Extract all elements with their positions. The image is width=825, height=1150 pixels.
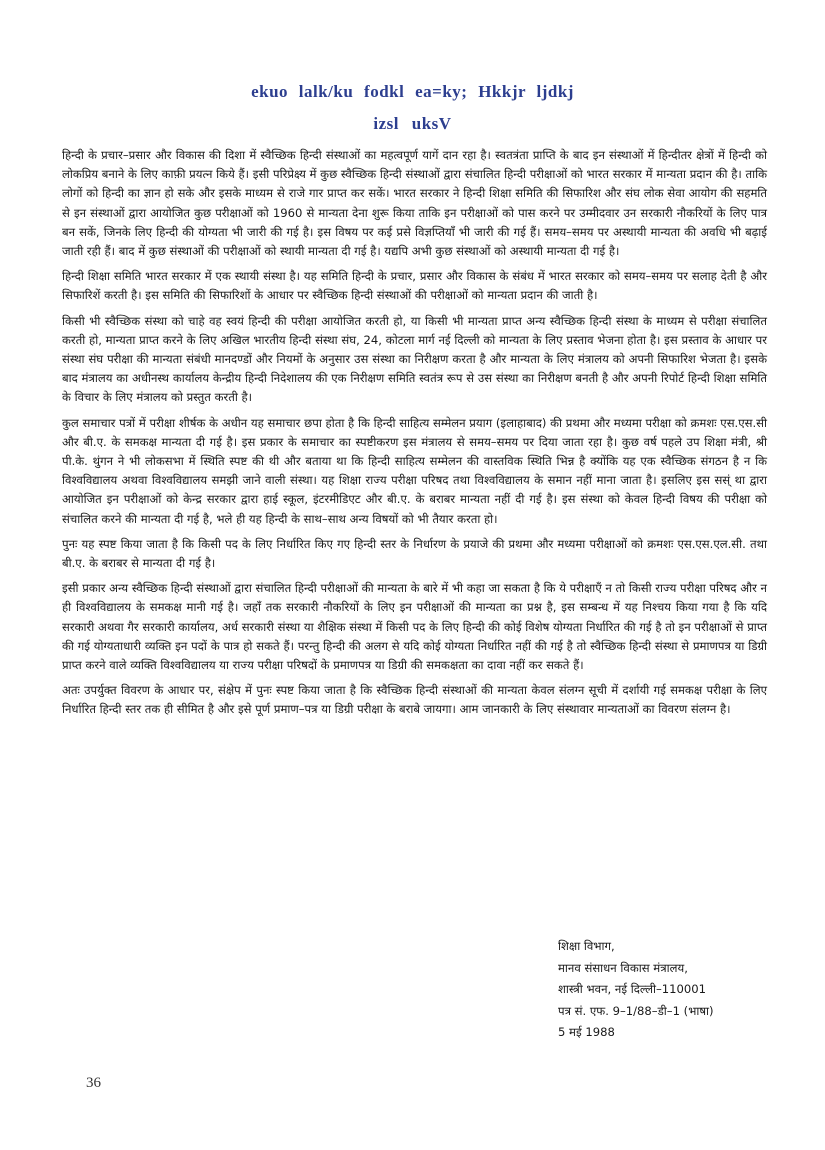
paragraph: पुनः यह स्पष्ट किया जाता है कि किसी पद के लिए निर्धारित किए गए हिन्दी स्तर के निर्धारण के प्रयाजे की प्रथमा और मध्यमा परीक्षाओं को क्रमशः एस.एस.एल.सी. तथा बी.ए. के बराबर से मान्यता दी गई है। — [62, 536, 767, 571]
paragraph: हिन्दी के प्रचार–प्रसार और विकास की दिशा में स्वैच्छिक हिन्दी संस्थाओं का महत्वपूर्ण यागें दान रहा है। स्वतत्रंता प्राप्ति के बाद इन संस्थाओं में हिन्दीतर क्षेत्रों में हिन्दी को लोकप्रिय बनाने के लिए काफ़ी प्रयत्न किये हैं। इसी परिप्रेक्ष्य में कुछ स्वैच्छिक हिन्दी संस्थाओं द्वारा संचालित हिन्दी परीक्षाओं को भारत सरकार में मान्यता प्रदान की है। ताकि लोगों को हिन्दी का ज्ञान हो सके और इसके माध्यम से राजे गार प्राप्त कर सकें। भारत सरकार ने हिन्दी शिक्षा समिति की सिफारिश और संघ लोक सेवा आयोग की सहमति से इन संस्थाओं द्वारा आयोजित कुछ परीक्षाओं को 1960 से मान्यता देना शुरू किया ताकि इन परीक्षाओं को पास करने पर उम्मीदवार उन सरकारी नौकरियों के लिए पात्र बन सकें, जिनके लिए हिन्दी की योग्यता भी जारी की गई है। इस विषय पर कई प्रसे विज्ञप्तियाँ भी जारी की गई हैं। समय–समय पर अस्थायी मान्यता की अवधि भी बढ़ाई जाती रही हैं। बाद में कुछ संस्थाओं की परीक्षाओं को स्थायी मान्यता दी गई है। यद्यपि अभी कुछ संस्थाओं को अस्थायी मान्यता दी गई है। — [62, 148, 767, 259]
signature-reference-number: पत्र सं. एफ. 9–1/88–डी–1 (भाषा) — [558, 1003, 714, 1018]
paragraph: किसी भी स्वैच्छिक संस्था को चाहे वह स्वयं हिन्दी की परीक्षा आयोजित करती हो, या किसी भी मान्यता प्राप्त अन्य स्वैच्छिक हिन्दी संस्था के माध्यम से परीक्षा संचालित करती हो, मान्यता प्राप्त करने के लिए अखिल भारतीय हिन्दी संस्था संघ, 24, कोटला मार्ग नई दिल्ली को मान्यता के लिए प्रस्ताव भेजना होता है। इस प्रस्ताव के आधार पर संस्था संघ परीक्षा की मान्यता संबंधी मानदण्डों और नियमों के अनुसार उस संस्था का निरीक्षण करता है और मान्यता के लिए मंत्रालय को अपनी सिफारिश भेजता है। इसके बाद मंत्रालय का अधीनस्थ कार्यालय केन्द्रीय हिन्दी निदेशालय की एक निरीक्षण समिति स्वतंत्र रूप से उस संस्था का निरीक्षण बनती है और अपनी रिपोर्ट हिन्दी शिक्षा समिति के विचार के लिए मंत्रालय को प्रस्तुत करती है। — [62, 313, 767, 405]
paragraph: अतः उपर्युक्त विवरण के आधार पर, संक्षेप में पुनः स्पष्ट किया जाता है कि स्वैच्छिक हिन्दी संस्थाओं की मान्यता केवल संलग्न सूची में दर्शायी गई समकक्ष परीक्षा के लिए निर्धारित हिन्दी स्तर तक ही सीमित है और इसे पूर्ण प्रमाण–पत्र या डिग्री परीक्षा के बराबे जायगा। आम जानकारी के लिए संस्थावार मान्यताओं का विवरण संलग्न है। — [62, 683, 767, 717]
paragraph: इसी प्रकार अन्य स्वैच्छिक हिन्दी संस्थाओं द्वारा संचालित हिन्दी परीक्षाओं की मान्यता के बारे में भी कहा जा सकता है कि ये परीक्षाएँ न तो किसी राज्य परीक्षा परिषद और न ही विश्वविद्यालय के समकक्ष मानी गई है। जहाँ तक सरकारी नौकरियों के लिए इन परीक्षाओं की मान्यता का प्रश्न है, इस सम्बन्ध में यह निश्चय किया गया है कि यदि सरकारी अथवा गैर सरकारी कार्यालय, अर्ध सरकारी संस्था या शैक्षिक संस्था में किसी पद के लिए हिन्दी की कोई विशेष योग्यता निर्धारित की गई है तो इन परीक्षाओं से प्राप्त की गई योग्यताधारी व्यक्ति इन पदों के पात्र हो सकते हैं। परन्तु हिन्दी की अलग से यदि कोई योग्यता निर्धारित नहीं की गई है तो स्वैच्छिक हिन्दी संस्था से प्रमाणपत्र या डिग्री प्राप्त करने वाले व्यक्ति विश्वविद्यालय या राज्य परीक्षा परिषदों के प्रमाणपत्र या डिग्री की समकक्षता का दावा नहीं कर सकते हैं। — [62, 581, 767, 673]
signature-date: 5 मई 1988 — [558, 1025, 615, 1039]
paragraph: हिन्दी शिक्षा समिति भारत सरकार में एक स्थायी संस्था है। यह समिति हिन्दी के प्रचार, प्रसार और विकास के संबंध में भारत सरकार को समय–समय पर सलाह देती है और सिफारिशें करती है। इस समिति की सिफारिशों के आधार पर स्वैच्छिक हिन्दी संस्थाओं की परीक्षाओं को मान्यता प्रदान की जाती है। — [62, 269, 767, 303]
signature-ministry: मानव संसाधन विकास मंत्रालय, — [558, 960, 688, 975]
page-number: 36 — [86, 1075, 101, 1091]
press-release-heading: ekuo lalk/ku fodkl ea=ky; Hkkjr ljdkj — [251, 82, 574, 101]
signature-block — [558, 936, 788, 1044]
signature-address: शास्त्री भवन, नई दिल्ली–110001 — [558, 982, 707, 996]
press-note-body — [62, 146, 767, 726]
paragraph: कुल समाचार पत्रों में परीक्षा शीर्षक के अधीन यह समाचार छपा होता है कि हिन्दी साहित्य सम्मेलन प्रयाग (इलाहाबाद) की प्रथमा और मध्यमा परीक्षा को क्रमशः एस.एस.सी और बी.ए. के समकक्ष मान्यता दी गई है। इस प्रकार के समाचार का स्पष्टीकरण इस मंत्रालय से समय–समय पर दिया जाता रहा है। कुछ वर्ष पहले उप शिक्षा मंत्री, श्री पी.के. थुंगन ने भी लोकसभा में स्थिति स्पष्ट की थी और बताया था कि हिन्दी साहित्य सम्मेलन की वास्तविक स्थिति भिन्न है क्योंकि यह एक स्वैच्छिक संगठन है न कि विश्वविद्यालय अथवा विश्वविद्यालय समझी जाने वाली संस्था। यह शिक्षा राज्य परीक्षा परिषद तथा विश्वविद्यालय के समान नहीं माना जाता है। इसलिए इस सस्ं था द्वारा आयोजित इन परीक्षाओं को केन्द्र सरकार द्वारा हाई स्कूल, इंटरमीडिएट और बी.ए. के बराबर मान्यता नहीं दी गई है। इस संस्था को केवल हिन्दी विषय की परीक्षा को संचालित करने की मान्यता दी गई है, भले ही यह हिन्दी के साथ–साथ अन्य विषयों को भी तैयार करता हो। — [62, 415, 767, 526]
press-note-subheading: izsl uksV — [373, 114, 452, 133]
signature-department: शिक्षा विभाग, — [558, 939, 615, 953]
